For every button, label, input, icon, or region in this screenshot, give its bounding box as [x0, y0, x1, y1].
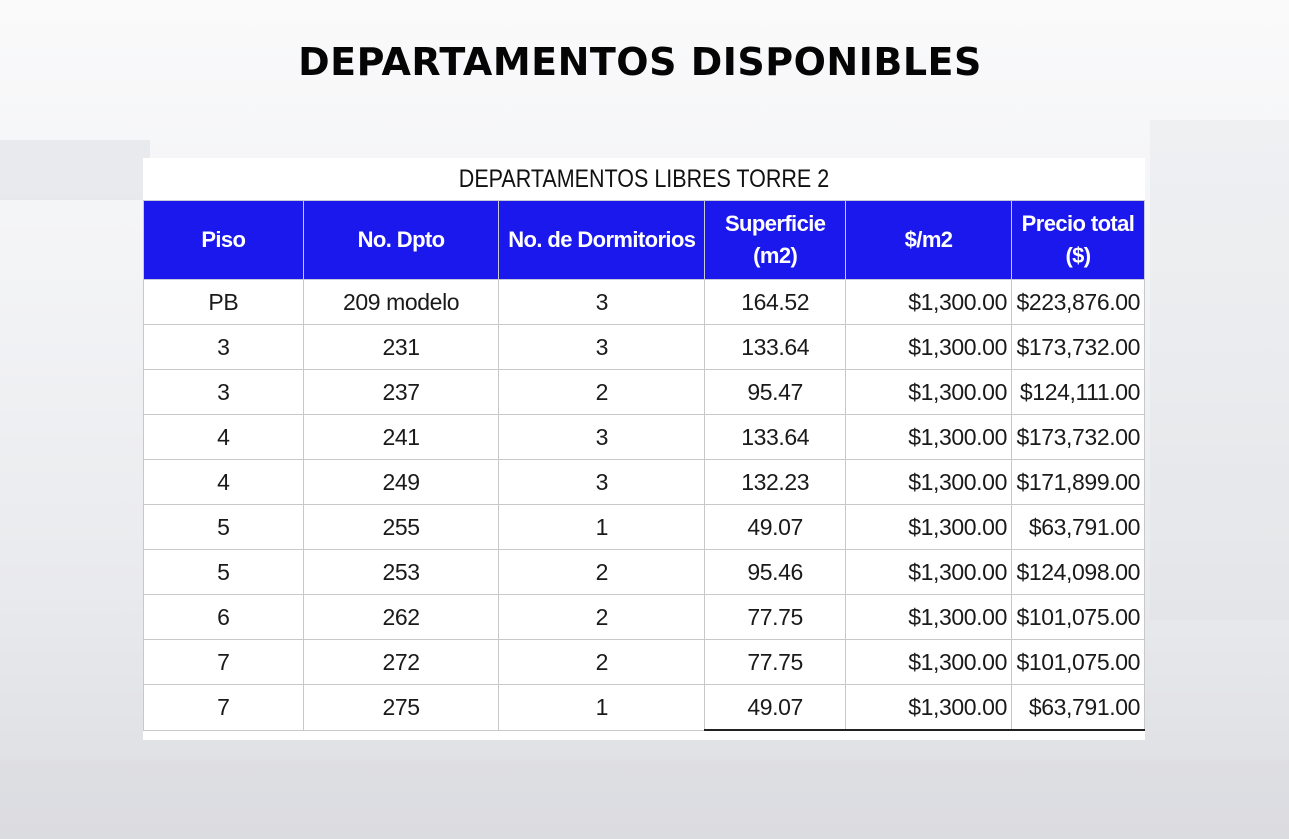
- apartments-table: [143, 200, 1145, 731]
- column-header-precio-total-line2: ($): [1065, 243, 1091, 268]
- cell-piso: 6: [144, 595, 304, 640]
- cell-no-dpto: 275: [303, 685, 499, 731]
- cell-no-dpto: 262: [303, 595, 499, 640]
- cell-superficie: 164.52: [705, 280, 846, 325]
- cell-price-per-m2: $1,300.00: [846, 370, 1012, 415]
- cell-dormitorios: 1: [499, 505, 705, 550]
- cell-precio-total: $173,732.00: [1011, 415, 1144, 460]
- cell-piso: 4: [144, 460, 304, 505]
- cell-piso: 5: [144, 505, 304, 550]
- column-header-superficie-line1: Superficie: [724, 211, 826, 236]
- table-row: [144, 460, 1145, 505]
- cell-dormitorios: 3: [499, 325, 705, 370]
- cell-no-dpto: 253: [303, 550, 499, 595]
- cell-price-per-m2: $1,300.00: [846, 505, 1012, 550]
- cell-no-dpto: 237: [303, 370, 499, 415]
- cell-piso: 5: [144, 550, 304, 595]
- table-caption: DEPARTAMENTOS LIBRES TORRE 2: [458, 165, 830, 193]
- column-header-piso: Piso: [144, 201, 304, 280]
- cell-dormitorios: 2: [499, 640, 705, 685]
- background-shape: [1150, 120, 1289, 620]
- cell-dormitorios: 2: [499, 595, 705, 640]
- cell-precio-total: $124,111.00: [1011, 370, 1144, 415]
- cell-piso: 4: [144, 415, 304, 460]
- cell-price-per-m2: $1,300.00: [846, 550, 1012, 595]
- column-header-superficie-line2: (m2): [753, 243, 798, 268]
- cell-superficie: 77.75: [705, 640, 846, 685]
- cell-no-dpto: 209 modelo: [303, 280, 499, 325]
- cell-no-dpto: 249: [303, 460, 499, 505]
- column-header-precio-total-line1: Precio total: [1021, 211, 1135, 236]
- cell-precio-total: $101,075.00: [1011, 595, 1144, 640]
- cell-precio-total: $124,098.00: [1011, 550, 1144, 595]
- table-row: [144, 280, 1145, 325]
- cell-price-per-m2: $1,300.00: [846, 640, 1012, 685]
- availability-sheet: [143, 158, 1145, 740]
- cell-superficie: 77.75: [705, 595, 846, 640]
- cell-price-per-m2: $1,300.00: [846, 460, 1012, 505]
- cell-piso: 7: [144, 640, 304, 685]
- table-row: [144, 640, 1145, 685]
- cell-no-dpto: 255: [303, 505, 499, 550]
- cell-dormitorios: 3: [499, 460, 705, 505]
- cell-price-per-m2: $1,300.00: [846, 685, 1012, 731]
- table-row: [144, 415, 1145, 460]
- page-title: DEPARTAMENTOS DISPONIBLES: [298, 40, 982, 84]
- cell-superficie: 49.07: [705, 685, 846, 731]
- table-row: [144, 325, 1145, 370]
- cell-dormitorios: 3: [499, 415, 705, 460]
- cell-dormitorios: 2: [499, 370, 705, 415]
- table-row: [144, 595, 1145, 640]
- cell-piso: 3: [144, 325, 304, 370]
- cell-dormitorios: 1: [499, 685, 705, 731]
- cell-precio-total: $223,876.00: [1011, 280, 1144, 325]
- cell-precio-total: $101,075.00: [1011, 640, 1144, 685]
- cell-piso: 7: [144, 685, 304, 731]
- background-shape: [0, 760, 1289, 839]
- table-body: [144, 280, 1145, 731]
- table-row: [144, 550, 1145, 595]
- cell-superficie: 95.46: [705, 550, 846, 595]
- header-row: [144, 201, 1145, 280]
- cell-precio-total: $63,791.00: [1011, 505, 1144, 550]
- cell-no-dpto: 241: [303, 415, 499, 460]
- cell-superficie: 132.23: [705, 460, 846, 505]
- cell-price-per-m2: $1,300.00: [846, 280, 1012, 325]
- cell-superficie: 95.47: [705, 370, 846, 415]
- cell-price-per-m2: $1,300.00: [846, 325, 1012, 370]
- table-row: [144, 505, 1145, 550]
- cell-superficie: 49.07: [705, 505, 846, 550]
- cell-dormitorios: 3: [499, 280, 705, 325]
- cell-price-per-m2: $1,300.00: [846, 415, 1012, 460]
- cell-superficie: 133.64: [705, 415, 846, 460]
- cell-no-dpto: 272: [303, 640, 499, 685]
- column-header-dormitorios: No. de Dormitorios: [499, 201, 705, 280]
- cell-precio-total: $173,732.00: [1011, 325, 1144, 370]
- column-header-superficie: [705, 201, 846, 280]
- column-header-precio-total: [1011, 201, 1144, 280]
- cell-precio-total: $63,791.00: [1011, 685, 1144, 731]
- cell-dormitorios: 2: [499, 550, 705, 595]
- cell-piso: PB: [144, 280, 304, 325]
- cell-price-per-m2: $1,300.00: [846, 595, 1012, 640]
- cell-piso: 3: [144, 370, 304, 415]
- cell-no-dpto: 231: [303, 325, 499, 370]
- table-row: [144, 685, 1145, 731]
- column-header-no-dpto: No. Dpto: [303, 201, 499, 280]
- column-header-price-per-m2: $/m2: [846, 201, 1012, 280]
- background-shape: [0, 140, 150, 200]
- cell-precio-total: $171,899.00: [1011, 460, 1144, 505]
- cell-superficie: 133.64: [705, 325, 846, 370]
- table-row: [144, 370, 1145, 415]
